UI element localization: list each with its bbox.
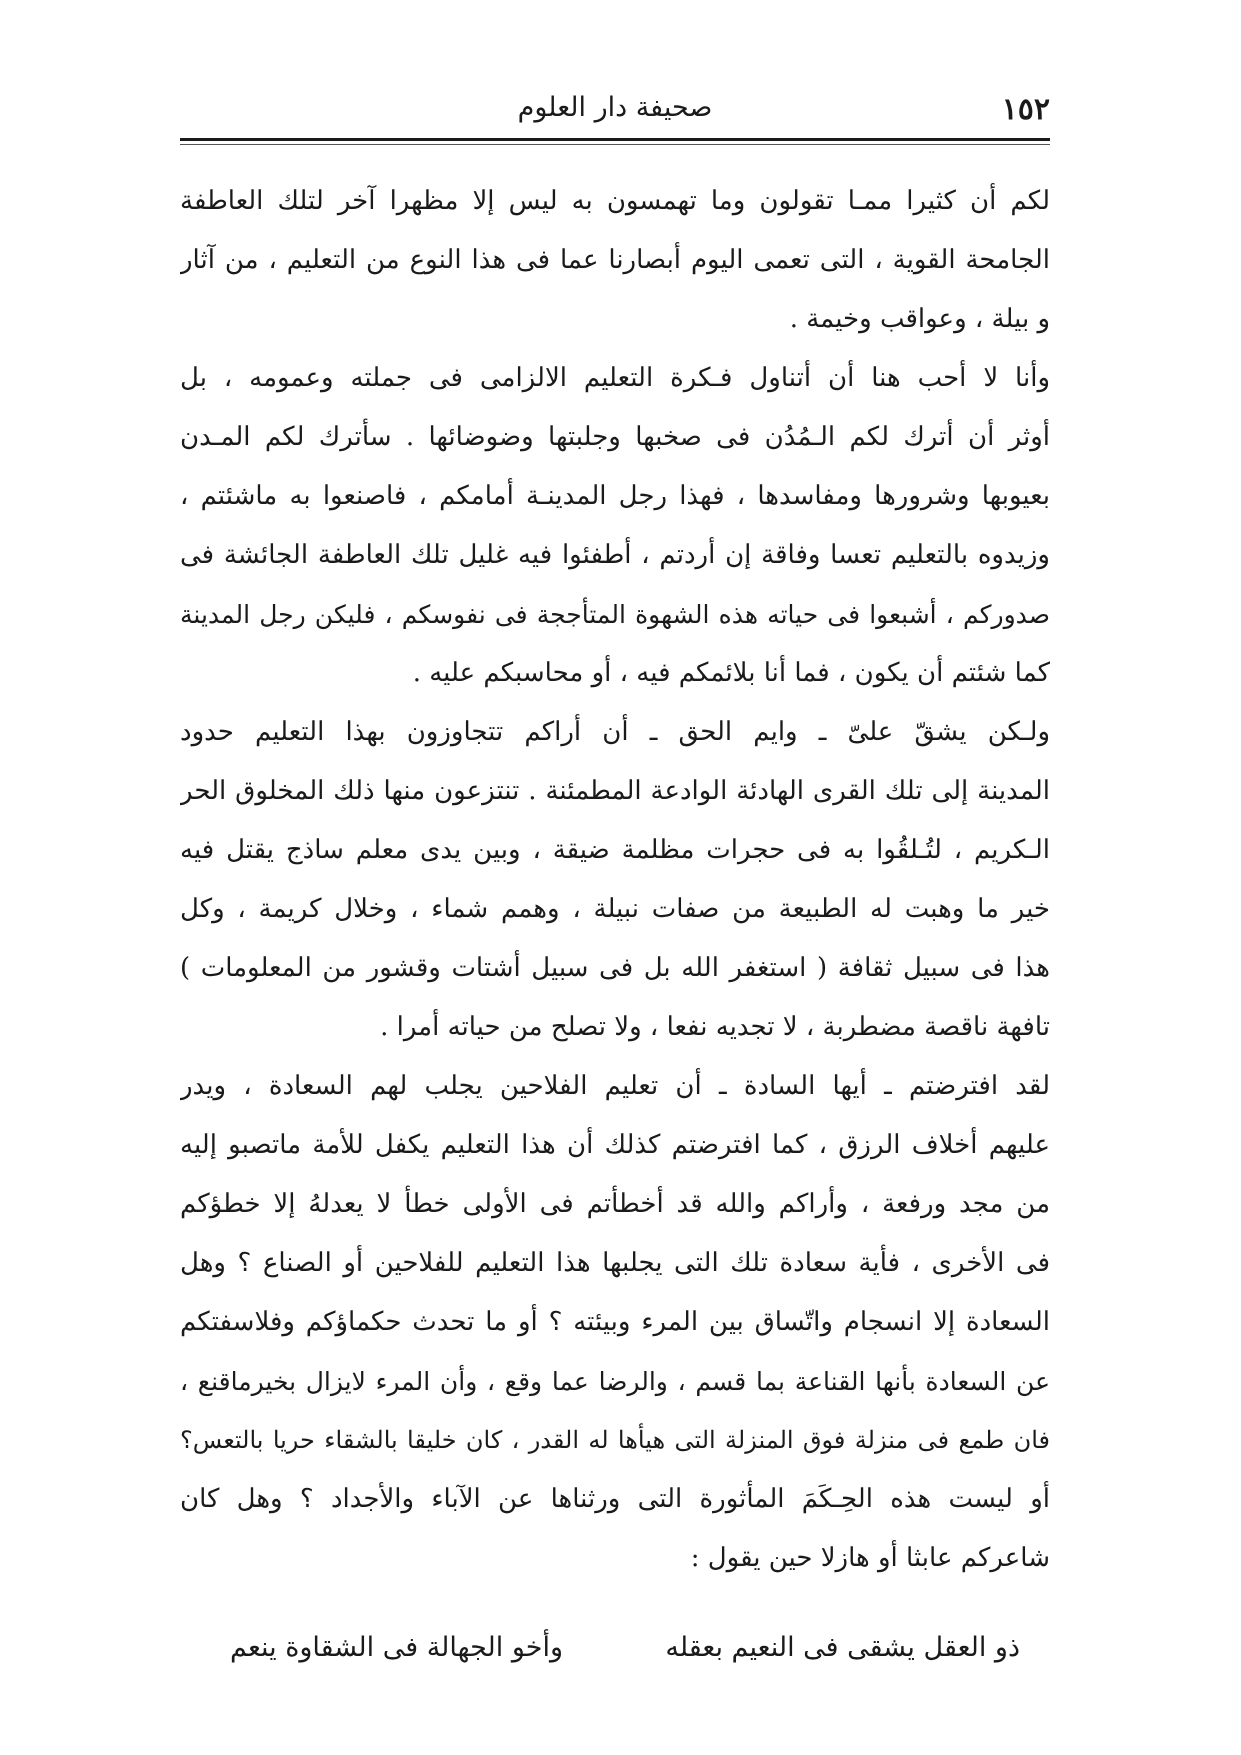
text-line: بعيوبها وشرورها ومفاسدها ، فهذا رجل المدينـة أمامكم ، فاصنعوا به ماشئتم ،	[180, 481, 1050, 511]
text-line: عليهم أخلاف الرزق ، كما افترضتم كذلك أن هذا التعليم يكفل للأمة ماتصبو إليه	[180, 1130, 1050, 1160]
text-line: المدينة إلى تلك القرى الهادئة الوادعة المطمئنة . تنتزعون منها ذلك المخلوق الحر	[180, 776, 1050, 806]
text-line: شاعركم عابثا أو هازلا حين يقول :	[690, 1543, 1050, 1573]
header-rule	[180, 138, 1050, 141]
text-line: و بيلة ، وعواقب وخيمة .	[789, 304, 1050, 334]
text-line: تافهة ناقصة مضطربة ، لا تجديه نفعا ، ولا تصلح من حياته أمرا .	[380, 1012, 1050, 1042]
text-line: الـكريم ، لتُـلقُوا به فى حجرات مظلمة ضيقة ، وبين يدى معلم ساذج يقتل فيه	[180, 835, 1050, 865]
text-line: لكم أن كثيرا ممـا تقولون وما تهمسون به ليس إلا مظهرا آخر لتلك العاطفة	[180, 186, 1050, 216]
running-title: صحيفة دار العلوم	[517, 92, 713, 123]
text-line: من مجد ورفعة ، وأراكم والله قد أخطأتم فى الأولى خطأ لا يعدلهُ إلا خطؤكم	[180, 1189, 1050, 1219]
page-number: ١٥٢	[1001, 92, 1050, 127]
body-text	[180, 172, 1050, 1588]
header-rule-thin	[180, 144, 1050, 145]
text-line: فى الأخرى ، فأية سعادة تلك التى يجلبها هذا التعليم للفلاحين أو الصناع ؟ وهل	[180, 1248, 1050, 1278]
text-line: السعادة إلا انسجام واتّساق بين المرء وبيئته ؟ أو ما تحدث حكماؤكم وفلاسفتكم	[180, 1307, 1050, 1337]
verse-second-hemistich: وأخو الجهالة فى الشقاوة ينعم	[230, 1632, 563, 1663]
text-line: أوثر أن أترك لكم الـمُدُن فى صخبها وجلبتها وضوضائها . سأترك لكم المـدن	[180, 422, 1050, 452]
text-line: وزيدوه بالتعليم تعسا وفاقة إن أردتم ، أطفئوا فيه غليل تلك العاطفة الجائشة فى	[180, 540, 1050, 570]
verse-first-hemistich: ذو العقل يشقى فى النعيم بعقله	[665, 1632, 1020, 1663]
text-line: فان طمع فى منزلة فوق المنزلة التى هيأها له القدر ، كان خليقا بالشقاء حريا بالتعس؟	[180, 1426, 1050, 1454]
text-line: صدوركم ، أشبعوا فى حياته هذه الشهوة المتأججة فى نفوسكم ، فليكن رجل المدينة	[180, 600, 1050, 629]
poetry-verse	[230, 1618, 1020, 1677]
text-line: كما شئتم أن يكون ، فما أنا بلائمكم فيه ، أو محاسبكم عليه .	[412, 658, 1050, 688]
page-header	[180, 88, 1050, 138]
text-line: عن السعادة بأنها القناعة بما قسم ، والرضا عما وقع ، وأن المرء لايزال بخيرماقنع ،	[180, 1367, 1050, 1396]
text-line: أو ليست هذه الحِـكَمَ المأثورة التى ورثناها عن الآباء والأجداد ؟ وهل كان	[180, 1484, 1050, 1514]
text-line: هذا فى سبيل ثقافة ( استغفر الله بل فى سبيل أشتات وقشور من المعلومات )	[180, 953, 1050, 983]
text-line: الجامحة القوية ، التى تعمى اليوم أبصارنا عما فى هذا النوع من التعليم ، من آثار	[180, 245, 1050, 275]
text-line: وأنا لا أحب هنا أن أتناول فـكرة التعليم الالزامى فى جملته وعمومه ، بل	[180, 363, 1050, 393]
text-line: لقد افترضتم ـ أيها السادة ـ أن تعليم الفلاحين يجلب لهم السعادة ، ويدر	[180, 1071, 1050, 1101]
text-line: خير ما وهبت له الطبيعة من صفات نبيلة ، وهمم شماء ، وخلال كريمة ، وكل	[180, 894, 1050, 924]
text-line: ولـكن يشقّ علىّ ـ وايم الحق ـ أن أراكم تتجاوزون بهذا التعليم حدود	[180, 717, 1050, 747]
